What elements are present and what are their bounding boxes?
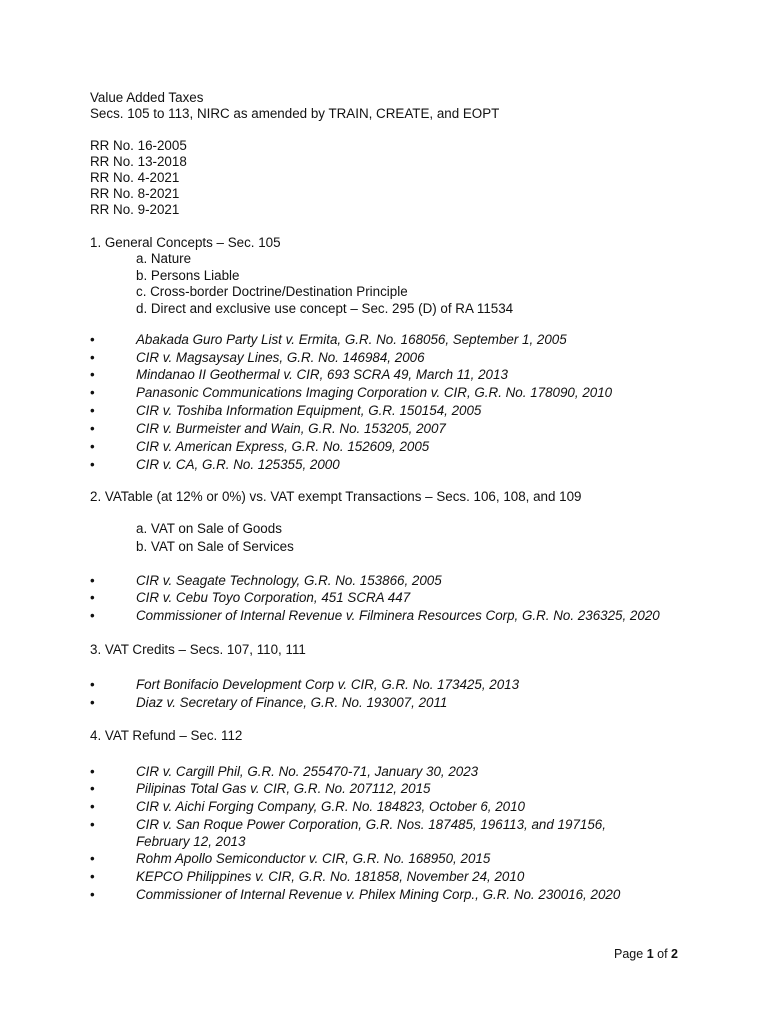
case-citation: Rohm Apollo Semiconductor v. CIR, G.R. No. 168950, 2015 bbox=[136, 851, 491, 866]
case-citation: Panasonic Communications Imaging Corporation v. CIR, G.R. No. 178090, 2010 bbox=[136, 385, 613, 400]
bullet-icon: • bbox=[90, 439, 95, 454]
case-citation: CIR v. San Roque Power Corporation, G.R. Nos. 187485, 196113, and 197156, February 12, 2013 bbox=[136, 817, 606, 849]
bullet-icon: • bbox=[90, 869, 95, 884]
case-citation: Pilipinas Total Gas v. CIR, G.R. No. 207112, 2015 bbox=[136, 781, 431, 796]
bullet-icon: • bbox=[90, 677, 95, 692]
bullet-icon: • bbox=[90, 590, 95, 605]
case-citation: CIR v. Seagate Technology, G.R. No. 153866, 2005 bbox=[136, 573, 442, 588]
page-word: Page bbox=[614, 947, 644, 961]
case-citation: Commissioner of Internal Revenue v. Filminera Resources Corp, G.R. No. 236325, 2020 bbox=[136, 608, 660, 623]
case-citation: CIR v. CA, G.R. No. 125355, 2000 bbox=[136, 457, 340, 472]
current-page: 1 bbox=[646, 947, 654, 961]
section-heading: 4. VAT Refund – Sec. 112 bbox=[90, 728, 243, 743]
case-citation: CIR v. Magsaysay Lines, G.R. No. 146984, 2006 bbox=[136, 350, 425, 365]
bullet-icon: • bbox=[90, 608, 95, 623]
regulation-item: RR No. 9-2021 bbox=[90, 202, 180, 217]
bullet-icon: • bbox=[90, 421, 95, 436]
of-word: of bbox=[657, 947, 668, 961]
case-citation: KEPCO Philippines v. CIR, G.R. No. 181858, November 24, 2010 bbox=[136, 869, 525, 884]
page-number bbox=[614, 946, 678, 963]
section-subitem: b. Persons Liable bbox=[136, 268, 240, 283]
bullet-icon: • bbox=[90, 573, 95, 588]
case-citation: Diaz v. Secretary of Finance, G.R. No. 193007, 2011 bbox=[136, 695, 448, 710]
regulation-item: RR No. 8-2021 bbox=[90, 186, 180, 201]
bullet-icon: • bbox=[90, 781, 95, 796]
bullet-icon: • bbox=[90, 385, 95, 400]
case-citation: Abakada Guro Party List v. Ermita, G.R. No. 168056, September 1, 2005 bbox=[136, 332, 567, 347]
bullet-icon: • bbox=[90, 457, 95, 472]
bullet-icon: • bbox=[90, 799, 95, 814]
regulation-item: RR No. 13-2018 bbox=[90, 154, 187, 169]
document-subtitle: Secs. 105 to 113, NIRC as amended by TRAIN, CREATE, and EOPT bbox=[90, 106, 500, 121]
bullet-icon: • bbox=[90, 367, 95, 382]
bullet-icon: • bbox=[90, 817, 95, 832]
case-citation: CIR v. Cargill Phil, G.R. No. 255470-71, January 30, 2023 bbox=[136, 764, 479, 779]
section-heading: 1. General Concepts – Sec. 105 bbox=[90, 235, 281, 250]
case-citation: Mindanao II Geothermal v. CIR, 693 SCRA 49, March 11, 2013 bbox=[136, 367, 508, 382]
section-heading: 2. VATable (at 12% or 0%) vs. VAT exempt Transactions – Secs. 106, 108, and 109 bbox=[90, 489, 582, 504]
case-citation: Commissioner of Internal Revenue v. Philex Mining Corp., G.R. No. 230016, 2020 bbox=[136, 887, 621, 902]
bullet-icon: • bbox=[90, 887, 95, 902]
case-citation: CIR v. Aichi Forging Company, G.R. No. 184823, October 6, 2010 bbox=[136, 799, 526, 814]
case-citation: Fort Bonifacio Development Corp v. CIR, G.R. No. 173425, 2013 bbox=[136, 677, 520, 692]
case-citation: CIR v. Burmeister and Wain, G.R. No. 153205, 2007 bbox=[136, 421, 446, 436]
section-subitem: a. Nature bbox=[136, 251, 192, 266]
bullet-icon: • bbox=[90, 764, 95, 779]
bullet-icon: • bbox=[90, 350, 95, 365]
bullet-icon: • bbox=[90, 851, 95, 866]
section-heading: 3. VAT Credits – Secs. 107, 110, 111 bbox=[90, 642, 306, 657]
regulation-item: RR No. 16-2005 bbox=[90, 138, 187, 153]
bullet-icon: • bbox=[90, 332, 95, 347]
case-citation: CIR v. American Express, G.R. No. 152609, 2005 bbox=[136, 439, 430, 454]
regulation-item: RR No. 4-2021 bbox=[90, 170, 180, 185]
document-title: Value Added Taxes bbox=[90, 90, 204, 105]
section-subitem: b. VAT on Sale of Services bbox=[136, 539, 294, 554]
bullet-icon: • bbox=[90, 695, 95, 710]
case-citation: CIR v. Toshiba Information Equipment, G.R. 150154, 2005 bbox=[136, 403, 482, 418]
section-subitem: d. Direct and exclusive use concept – Sec. 295 (D) of RA 11534 bbox=[136, 301, 514, 316]
section-subitem: a. VAT on Sale of Goods bbox=[136, 521, 282, 536]
section-subitem: c. Cross-border Doctrine/Destination Principle bbox=[136, 284, 408, 299]
case-citation: CIR v. Cebu Toyo Corporation, 451 SCRA 447 bbox=[136, 590, 411, 605]
bullet-icon: • bbox=[90, 403, 95, 418]
total-pages: 2 bbox=[671, 947, 678, 961]
